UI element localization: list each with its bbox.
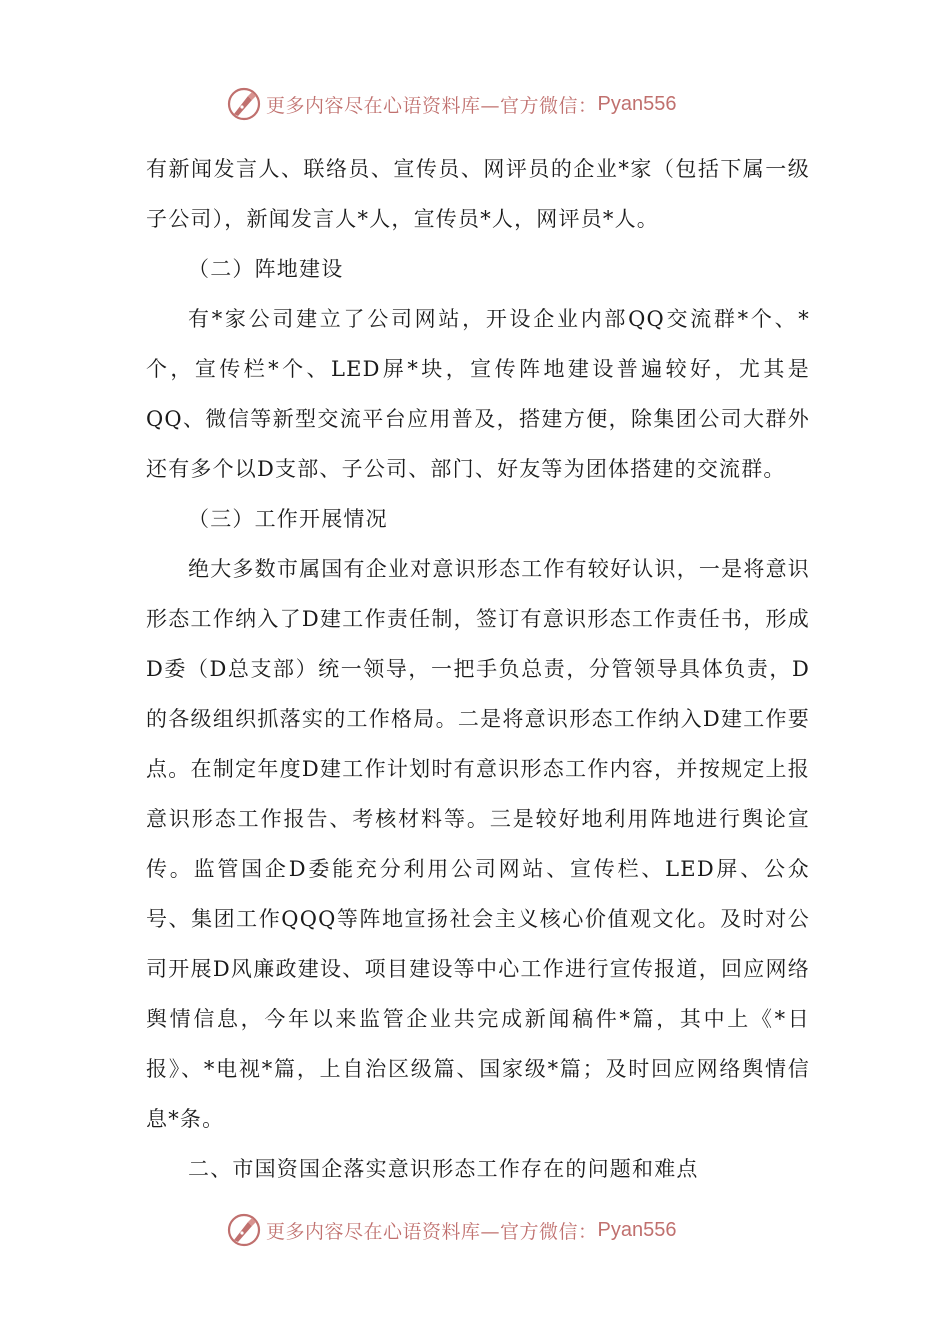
watermark-text: 更多内容尽在心语资料库—官方微信： bbox=[266, 1220, 598, 1243]
footer-watermark-banner bbox=[226, 1210, 676, 1250]
section-heading-problems: 二、市国资国企落实意识形态工作存在的问题和难点 bbox=[188, 1157, 699, 1181]
header-watermark-banner bbox=[226, 84, 676, 124]
paragraph-personnel: 有新闻发言人、联络员、宣传员、网评员的企业*家（包括下属一级子公司），新闻发言人*人，宣传员*人，网评员*人。 bbox=[146, 157, 810, 231]
watermark-text: 更多内容尽在心语资料库—官方微信： bbox=[266, 94, 598, 117]
section-heading-positions: （二）阵地建设 bbox=[188, 257, 344, 281]
section-heading-work-progress: （三）工作开展情况 bbox=[188, 507, 388, 531]
paragraph-work-progress: 绝大多数市属国有企业对意识形态工作有较好认识，一是将意识形态工作纳入了D建工作责任制，签订有意识形态工作责任书，形成D委（D总支部）统一领导，一把手负总责，分管领导具体负责，D的各级组织抓落实的工作格局。二是将意识形态工作纳入D建工作要点。在制定年度D建工作计划时有意识形态工作内容，并按规定上报意识形态工作报告、考核材料等。三是较好地利用阵地进行舆论宣传。监管国企D委能充分利用公司网站、宣传栏、LED屏、公众号、集团工作QQQ等阵地宣扬社会主义核心价值观文化。及时对公司开展D风廉政建设、项目建设等中心工作进行宣传报道，回应网络舆情信息，今年以来监管企业共完成新闻稿件*篇，其中上《*日报》、*电视*篇，上自治区级篇、国家级*篇；及时回应网络舆情信息*条。 bbox=[146, 557, 810, 1131]
pen-nib-icon bbox=[226, 86, 262, 122]
document-body bbox=[146, 144, 810, 1194]
watermark-handle: Pyan556 bbox=[597, 1218, 677, 1241]
paragraph-positions: 有*家公司建立了公司网站，开设企业内部QQ交流群*个、*个，宣传栏*个、LED屏*块，宣传阵地建设普遍较好，尤其是QQ、微信等新型交流平台应用普及，搭建方便，除集团公司大群外还有多个以D支部、子公司、部门、好友等为团体搭建的交流群。 bbox=[146, 307, 810, 481]
pen-nib-icon bbox=[226, 1212, 262, 1248]
watermark-handle: Pyan556 bbox=[597, 92, 677, 115]
